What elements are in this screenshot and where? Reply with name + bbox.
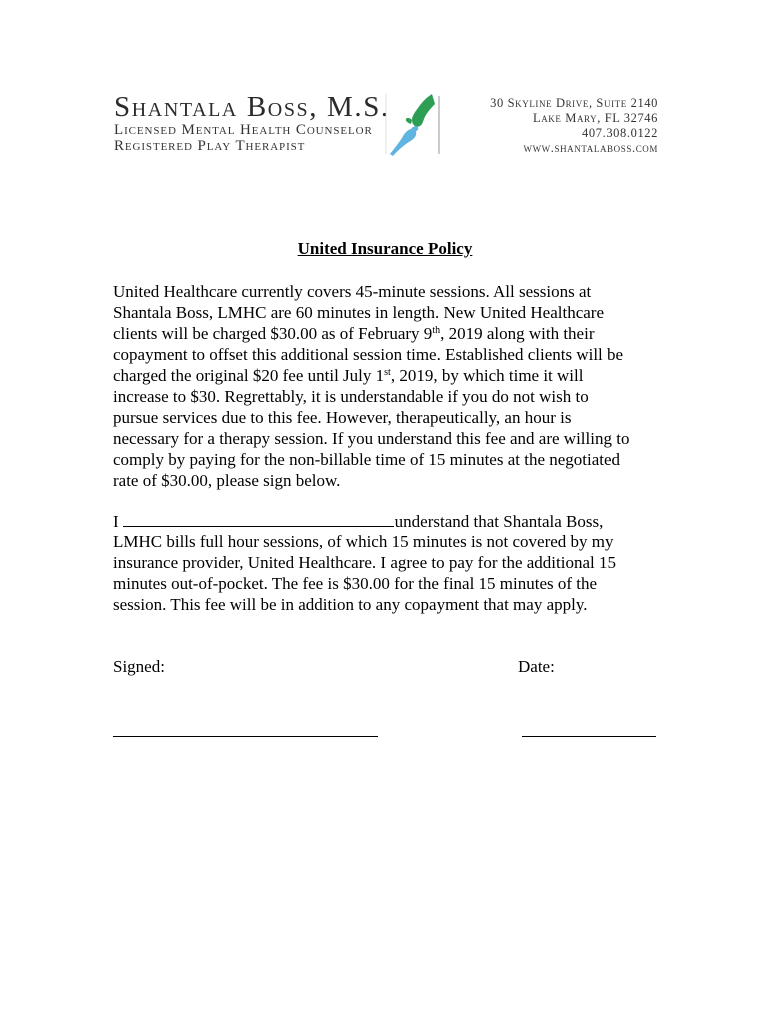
text-segment: understand that Shantala Boss, — [394, 512, 604, 531]
signature-line[interactable] — [113, 736, 378, 737]
paragraph-line — [113, 510, 663, 531]
document-title: United Insurance Policy — [297, 239, 473, 258]
text-segment: , 2019, by which time it will — [390, 366, 584, 385]
paragraph-line: pursue services due to this fee. However, therapeutically, an hour is — [113, 408, 572, 427]
paragraph-line: LMHC bills full hour sessions, of which 15 minutes is not covered by my — [113, 532, 614, 551]
ordinal-suffix: st — [384, 367, 391, 378]
paragraph-line: insurance provider, United Healthcare. I agree to pay for the additional 15 — [113, 553, 616, 572]
date-line[interactable] — [522, 736, 656, 737]
text-segment: clients will be charged $30.00 as of February 9 — [113, 324, 433, 343]
ordinal-suffix: th — [432, 325, 441, 336]
paragraph-line: Shantala Boss, LMHC are 60 minutes in length. New United Healthcare — [113, 303, 604, 322]
paragraph-line: minutes out-of-pocket. The fee is $30.00 for the final 15 minutes of the — [113, 574, 598, 593]
letterhead-address — [490, 96, 658, 156]
signed-label: Signed: — [113, 657, 165, 676]
paragraph-line: increase to $30. Regrettably, it is understandable if you do not wish to — [113, 387, 589, 406]
text-segment: I — [113, 512, 119, 531]
letterhead-title-line1: Licensed Mental Health Counselor — [114, 122, 373, 138]
paragraph-line: session. This fee will be in addition to any copayment that may apply. — [113, 595, 588, 614]
letterhead-name: Shantala Boss, M.S. — [114, 91, 390, 123]
text-segment: , 2019 along with their — [440, 324, 595, 343]
policy-paragraph — [113, 281, 663, 491]
paragraph-line — [113, 365, 663, 386]
two-hands-icon — [382, 92, 440, 156]
acknowledgement-paragraph — [113, 510, 663, 615]
text-segment: charged the original $20 fee until July 1 — [113, 366, 385, 385]
paragraph-line: comply by paying for the non-billable time of 15 minutes at the negotiated — [113, 450, 621, 469]
address-city: Lake Mary, FL 32746 — [532, 111, 658, 125]
letterhead-title-line2: Registered Play Therapist — [114, 138, 306, 154]
date-label: Date: — [518, 657, 555, 676]
address-website: www.shantalaboss.com — [523, 141, 658, 155]
address-phone: 407.308.0122 — [582, 126, 658, 140]
address-street: 30 Skyline Drive, Suite 2140 — [490, 96, 658, 110]
paragraph-line: rate of $30.00, please sign below. — [113, 471, 341, 490]
paragraph-line: copayment to offset this additional session time. Established clients will be — [113, 345, 624, 364]
paragraph-line: United Healthcare currently covers 45-minute sessions. All sessions at — [113, 282, 592, 301]
paragraph-line: necessary for a therapy session. If you understand this fee and are willing to — [113, 429, 630, 448]
paragraph-line — [113, 323, 663, 344]
client-name-blank[interactable] — [123, 510, 394, 527]
